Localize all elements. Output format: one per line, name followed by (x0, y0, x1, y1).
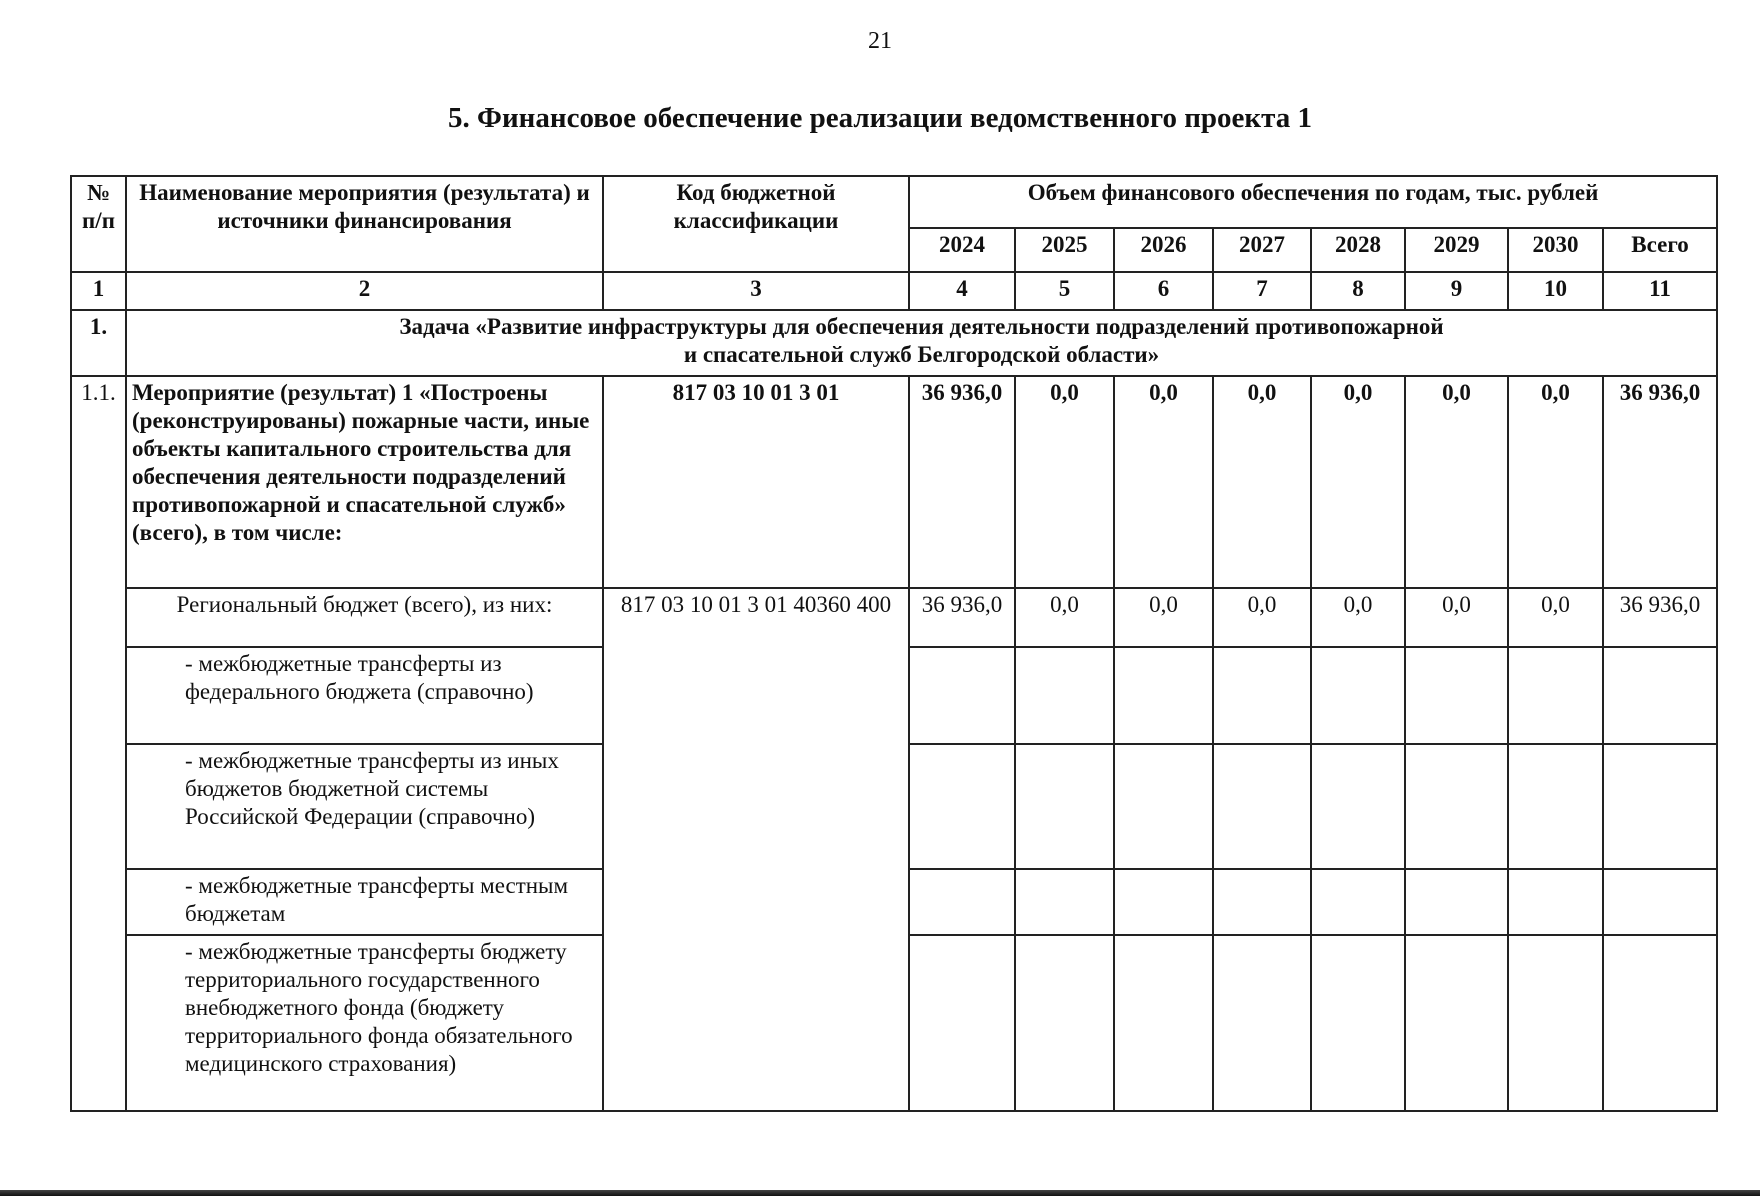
value-cell (1213, 744, 1311, 869)
total-cell (1603, 869, 1717, 935)
subrow-name: - межбюджетные трансферты из федерального бюджета (справочно) (126, 647, 603, 744)
value-cell (1405, 869, 1508, 935)
total-header: Всего (1603, 228, 1717, 272)
total-cell (1603, 935, 1717, 1111)
column-number: 1 (71, 272, 126, 310)
value-cell (1213, 869, 1311, 935)
value-cell (1311, 935, 1405, 1111)
value-cell: 0,0 (1311, 588, 1405, 647)
value-cell: 36 936,0 (909, 376, 1015, 588)
value-cell (1508, 869, 1603, 935)
value-cell (909, 935, 1015, 1111)
subrow-name: - межбюджетные трансферты местным бюджетам (126, 869, 603, 935)
subrow-name: - межбюджетные трансферты из иных бюджетов бюджетной системы Российской Федерации (справочно) (126, 744, 603, 869)
value-cell: 0,0 (1015, 588, 1114, 647)
task-number: 1. (71, 310, 126, 376)
value-cell (1311, 647, 1405, 744)
value-cell: 0,0 (1405, 376, 1508, 588)
value-cell (909, 869, 1015, 935)
value-cell: 0,0 (1508, 588, 1603, 647)
financing-table (70, 175, 1718, 1112)
value-cell: 0,0 (1405, 588, 1508, 647)
value-cell (1213, 935, 1311, 1111)
task-title-line: и спасательной служб Белгородской области» (683, 342, 1160, 367)
total-cell (1603, 647, 1717, 744)
value-cell: 0,0 (1311, 376, 1405, 588)
value-cell (1114, 744, 1213, 869)
value-cell (1508, 935, 1603, 1111)
year-header: 2029 (1405, 228, 1508, 272)
value-cell (909, 647, 1015, 744)
value-cell (1015, 869, 1114, 935)
column-number-row (71, 272, 1717, 310)
column-number: 7 (1213, 272, 1311, 310)
value-cell (1405, 935, 1508, 1111)
regional-budget-row (71, 588, 1717, 647)
subrow-name: - межбюджетные трансферты бюджету территориального государственного внебюджетного фонда (бюджету территориального фонда обязательного медицинского страхования) (126, 935, 603, 1111)
task-title-line: Задача «Развитие инфраструктуры для обеспечения деятельности подразделений противопожарной (399, 314, 1444, 339)
page-title: 5. Финансовое обеспечение реализации ведомственного проекта 1 (448, 102, 1312, 134)
column-number: 8 (1311, 272, 1405, 310)
value-cell (1015, 744, 1114, 869)
page-number: 21 (868, 28, 892, 54)
year-header: 2027 (1213, 228, 1311, 272)
header-code: Код бюджетной классификации (603, 176, 909, 272)
column-number: 9 (1405, 272, 1508, 310)
task-title (126, 310, 1717, 376)
value-cell (1311, 869, 1405, 935)
column-number: 11 (1603, 272, 1717, 310)
total-cell (1603, 744, 1717, 869)
value-cell (1114, 935, 1213, 1111)
column-number: 5 (1015, 272, 1114, 310)
value-cell (1405, 744, 1508, 869)
value-cell: 36 936,0 (909, 588, 1015, 647)
value-cell (1508, 647, 1603, 744)
value-cell (1508, 744, 1603, 869)
year-header: 2028 (1311, 228, 1405, 272)
value-cell (909, 744, 1015, 869)
year-header: 2030 (1508, 228, 1603, 272)
header-row-1 (71, 176, 1717, 228)
column-number: 4 (909, 272, 1015, 310)
year-header: 2024 (909, 228, 1015, 272)
scan-edge-bar (0, 1190, 1760, 1196)
column-number: 6 (1114, 272, 1213, 310)
value-cell (1114, 869, 1213, 935)
year-header: 2025 (1015, 228, 1114, 272)
header-num: № п/п (71, 176, 126, 272)
value-cell (1311, 744, 1405, 869)
total-cell: 36 936,0 (1603, 588, 1717, 647)
measure-code: 817 03 10 01 3 01 (603, 376, 909, 588)
regional-budget-code: 817 03 10 01 3 01 40360 400 (603, 588, 909, 1111)
column-number: 10 (1508, 272, 1603, 310)
regional-budget-name: Региональный бюджет (всего), из них: (126, 588, 603, 647)
value-cell (1114, 647, 1213, 744)
header-name: Наименование мероприятия (результата) и источники финансирования (126, 176, 603, 272)
column-number: 3 (603, 272, 909, 310)
value-cell (1405, 647, 1508, 744)
total-cell: 36 936,0 (1603, 376, 1717, 588)
column-number: 2 (126, 272, 603, 310)
value-cell (1015, 935, 1114, 1111)
value-cell: 0,0 (1114, 376, 1213, 588)
measure-row (71, 376, 1717, 588)
value-cell: 0,0 (1213, 376, 1311, 588)
year-header: 2026 (1114, 228, 1213, 272)
measure-name: Мероприятие (результат) 1 «Построены (реконструированы) пожарные части, иные объекты капитального строительства для обеспечения деятельности подразделений противопожарной и спасательной служб» (всего), в том числе: (126, 376, 603, 588)
value-cell: 0,0 (1114, 588, 1213, 647)
value-cell (1015, 647, 1114, 744)
value-cell: 0,0 (1213, 588, 1311, 647)
value-cell: 0,0 (1508, 376, 1603, 588)
header-volume: Объем финансового обеспечения по годам, тыс. рублей (909, 176, 1717, 228)
task-row (71, 310, 1717, 376)
value-cell (1213, 647, 1311, 744)
measure-number: 1.1. (71, 376, 126, 1111)
value-cell: 0,0 (1015, 376, 1114, 588)
